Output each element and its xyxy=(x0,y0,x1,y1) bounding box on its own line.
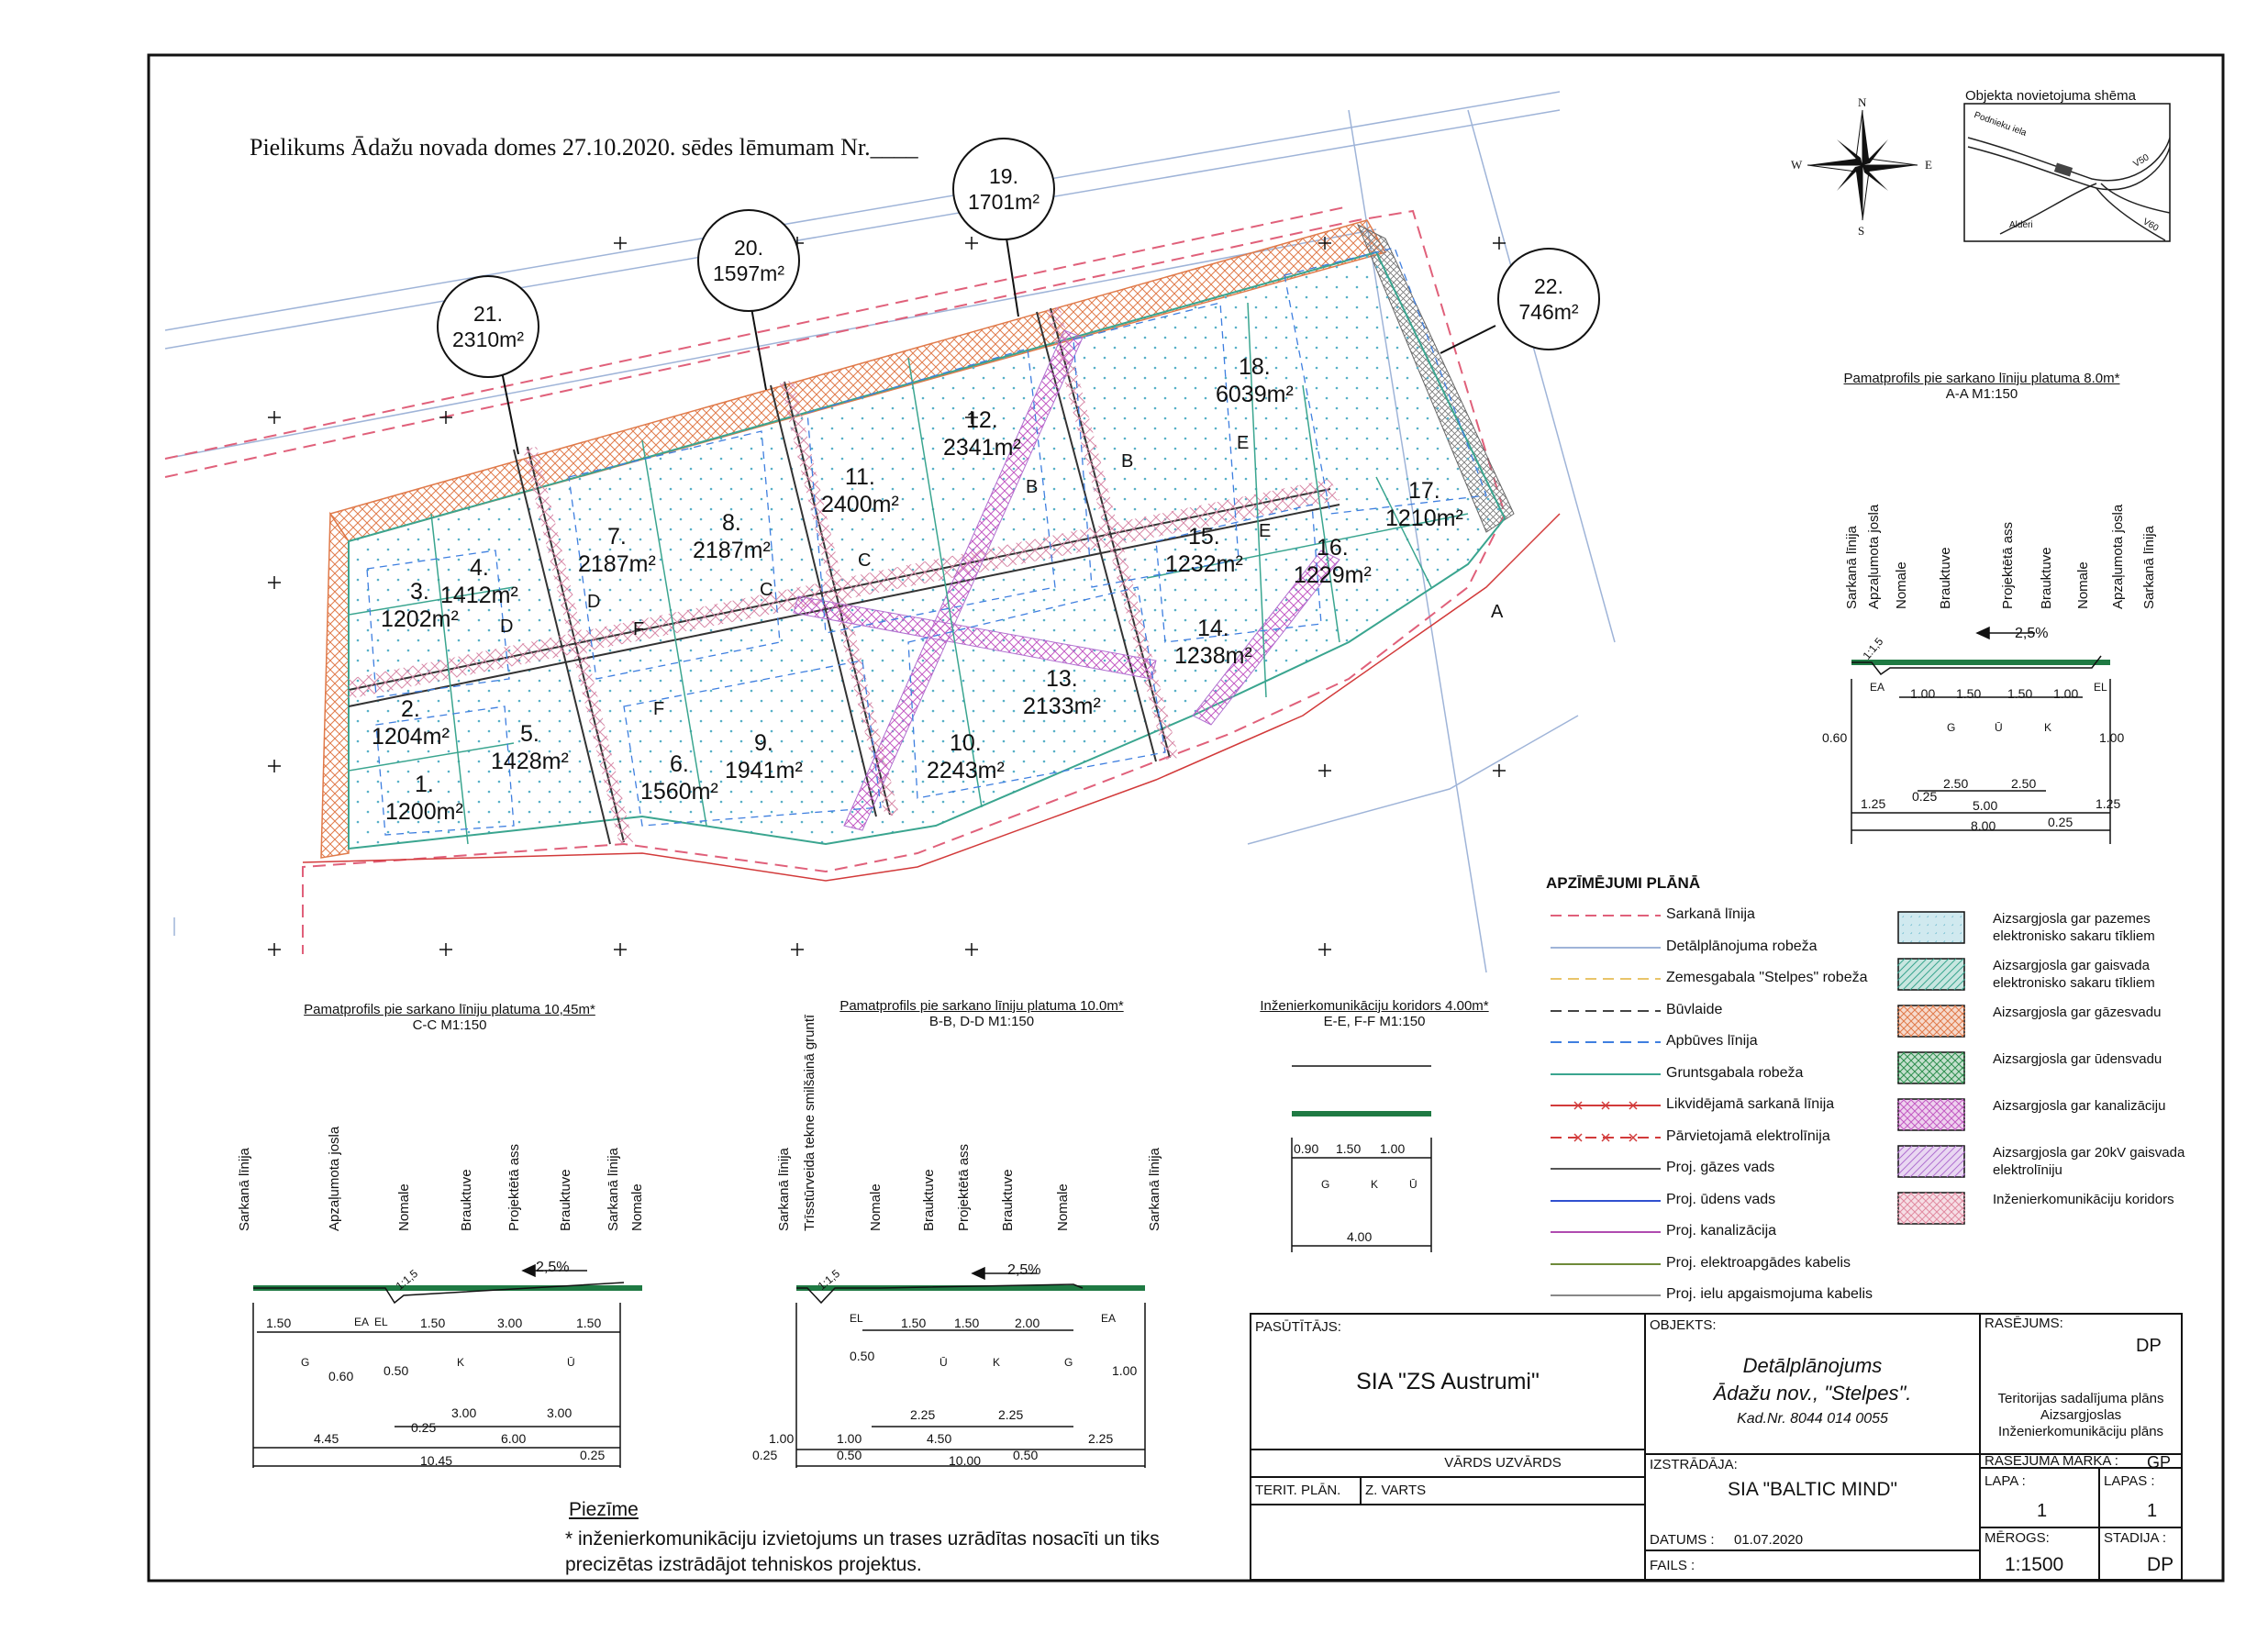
tb-role: TERIT. PLĀN. xyxy=(1255,1483,1341,1498)
legend-zone-label: Aizsargjosla gar pazemes elektronisko sakaru tīkliem xyxy=(1993,911,2155,944)
profile-bb-bank: 1:1,5 xyxy=(815,1267,843,1293)
note-heading: Piezīme xyxy=(569,1499,639,1520)
pole-label: EL xyxy=(374,1316,388,1328)
plot-number: 4. xyxy=(469,555,489,581)
tb-sheet-label: LAPA : xyxy=(1984,1473,2026,1489)
circle-number: 19. xyxy=(989,164,1018,188)
pole-label: EA xyxy=(1101,1312,1117,1325)
tb-stage-label: STADIJA : xyxy=(2104,1530,2167,1546)
legend-line-swatch xyxy=(1551,1223,1661,1241)
dimension-label: 4.45 xyxy=(314,1431,339,1446)
legend-line-swatch xyxy=(1551,1096,1661,1115)
utility-label: Ū xyxy=(939,1356,948,1369)
dimension-label: 10.00 xyxy=(949,1453,982,1468)
legend-zone-swatch xyxy=(1897,1005,1965,1038)
legend-line-swatch xyxy=(1551,1286,1661,1305)
profile-label: Nomale xyxy=(1894,561,1909,609)
header-note: Pielikums Ādažu novada domes 27.10.2020. sēdes lēmumam Nr.____ xyxy=(250,134,918,161)
legend-zone-swatch xyxy=(1897,1192,1965,1225)
dimension-label: 4.50 xyxy=(927,1431,952,1446)
legend-zone-label: Aizsargjosla gar gaisvada elektronisko sakaru tīkliem xyxy=(1993,958,2155,991)
compass-north-label: N xyxy=(1858,95,1867,109)
plot-area: 1204m² xyxy=(372,724,450,750)
dimension-label: 1.00 xyxy=(769,1431,795,1446)
plot-number: 9. xyxy=(753,730,773,756)
utility-label: G xyxy=(1064,1356,1073,1369)
plot-area: 1412m² xyxy=(440,583,518,608)
profile-label: Projektētā ass xyxy=(2000,521,2016,609)
plot-label xyxy=(725,729,803,784)
location-label-alderi: Alderi xyxy=(2009,220,2033,230)
legend-zone-label: Aizsargjosla gar gāzesvadu xyxy=(1993,1005,2162,1020)
plot-label xyxy=(821,463,899,518)
dimension-label: 1.00 xyxy=(2099,730,2125,745)
legend-line-label: Zemesgabala "Stelpes" robeža xyxy=(1666,970,1868,985)
plot-area: 1560m² xyxy=(640,779,718,805)
utility-label: K xyxy=(1371,1178,1379,1191)
tb-object-line1: Detālplānojums xyxy=(1742,1354,1883,1377)
plot-label xyxy=(1385,477,1463,532)
profile-bb-subtitle: B-B, D-D M1:150 xyxy=(928,1014,1035,1029)
profile-label: Apzaļumota josla xyxy=(1866,504,1882,609)
utility-label: G xyxy=(1321,1178,1330,1191)
profile-label: Apzaļumota josla xyxy=(2110,504,2126,609)
dimension-label: 8.00 xyxy=(1971,818,1996,833)
plot-number: 2. xyxy=(400,696,420,722)
pole-label: EA xyxy=(354,1316,370,1328)
profile-label: Sarkanā līnija xyxy=(776,1148,792,1231)
legend-line-swatch xyxy=(1551,1160,1661,1178)
tb-drawing-desc3: Inženierkomunikāciju plāns xyxy=(1997,1424,2164,1439)
utility-label: G xyxy=(1947,721,1956,734)
tb-scale-label: MĒROGS: xyxy=(1984,1530,2050,1546)
dimension-label: 0.50 xyxy=(837,1448,862,1462)
plot-number: 18. xyxy=(1239,354,1271,380)
dimension-label: 4.00 xyxy=(1347,1229,1373,1244)
location-label-podnieku: Podnieku iela xyxy=(1972,110,2029,139)
dimension-label: 1.50 xyxy=(954,1316,980,1330)
plot-area: 1229m² xyxy=(1294,562,1372,588)
dimension-label: 0.90 xyxy=(1294,1141,1319,1156)
profile-label: Nomale xyxy=(1055,1183,1071,1231)
plot-label xyxy=(1023,665,1101,720)
plot-label xyxy=(1216,353,1294,408)
dimension-label: 2.25 xyxy=(1088,1431,1114,1446)
profile-label: Brauktuve xyxy=(1938,547,1953,609)
plot-number: 8. xyxy=(721,510,741,536)
utility-label: K xyxy=(457,1356,465,1369)
plot-area: 2243m² xyxy=(927,758,1005,783)
location-label-v50: V50 xyxy=(2131,152,2151,170)
tb-sheets-label: LAPAS : xyxy=(2104,1473,2155,1489)
profile-aa-title-text: Pamatprofils pie sarkano līniju platuma 8.0m* xyxy=(1843,371,2120,386)
dimension-label: 6.00 xyxy=(501,1431,527,1446)
section-mark: C xyxy=(858,550,872,571)
tb-date-label: DATUMS : xyxy=(1650,1532,1715,1548)
legend-title: APZĪMĒJUMI PLĀNĀ xyxy=(1546,874,1701,892)
dimension-label: 1.50 xyxy=(1336,1141,1362,1156)
dimension-label: 2.50 xyxy=(2011,776,2037,791)
circle-number: 21. xyxy=(473,302,503,326)
dimension-label: 0.50 xyxy=(850,1349,875,1363)
pole-label: EA xyxy=(1870,681,1885,694)
circle-area: 1701m² xyxy=(968,190,1040,214)
plot-area: 1200m² xyxy=(385,799,463,825)
compass-west-label: W xyxy=(1791,158,1803,172)
legend-line-label: Detālplānojuma robeža xyxy=(1666,938,1818,954)
dimension-label: 2.00 xyxy=(1015,1316,1040,1330)
dimension-label: 0.60 xyxy=(328,1369,354,1383)
section-mark: A xyxy=(1491,602,1504,622)
dimension-label: 1.50 xyxy=(1956,686,1982,701)
legend-line-swatch xyxy=(1551,970,1661,988)
tb-drawing-desc2: Aizsargjoslas xyxy=(2040,1407,2122,1423)
plot-area: 1202m² xyxy=(381,606,459,632)
dimension-label: 1.00 xyxy=(1380,1141,1406,1156)
profile-label: Brauktuve xyxy=(921,1169,937,1231)
legend-line-label: Gruntsgabala robeža xyxy=(1666,1064,1804,1081)
legend-zone-label: Aizsargjosla gar kanalizāciju xyxy=(1993,1098,2166,1114)
profile-label: Sarkanā līnija xyxy=(1147,1148,1162,1231)
section-mark: F xyxy=(633,619,645,639)
plot-area: 2400m² xyxy=(821,492,899,517)
legend-line-label: Likvidējamā sarkanā līnija xyxy=(1666,1096,1835,1112)
plot-label xyxy=(1174,615,1252,670)
tb-person: Z. VARTS xyxy=(1365,1483,1427,1498)
compass-south-label: S xyxy=(1858,224,1865,238)
tb-name-header: VĀRDS UZVĀRDS xyxy=(1444,1455,1562,1471)
compass-east-label: E xyxy=(1925,158,1932,172)
dimension-label: 2.50 xyxy=(1943,776,1969,791)
plot-number: 17. xyxy=(1408,478,1440,504)
section-mark: D xyxy=(500,616,514,637)
legend-line-swatch xyxy=(1551,939,1661,957)
profile-label: Apzaļumota josla xyxy=(327,1126,342,1231)
legend-zone-swatch xyxy=(1897,1145,1965,1178)
dimension-label: 0.60 xyxy=(1822,730,1848,745)
profile-label: Projektētā ass xyxy=(956,1143,972,1231)
section-mark: D xyxy=(587,592,601,612)
legend-zone-label: Aizsargjosla gar 20kV gaisvada elektrolīniju xyxy=(1993,1145,2185,1178)
profile-ee-title-text: Inženierkomunikāciju koridors 4.00m* xyxy=(1260,998,1489,1014)
section-mark: E xyxy=(1237,433,1250,453)
profile-label: Nomale xyxy=(629,1183,645,1231)
legend-line-label: Proj. elektroapgādes kabelis xyxy=(1666,1254,1851,1271)
profile-label: Sarkanā līnija xyxy=(606,1148,621,1231)
plot-number: 7. xyxy=(606,524,627,550)
legend-line-swatch xyxy=(1551,1065,1661,1083)
profile-label: Brauktuve xyxy=(1000,1169,1016,1231)
dimension-label: 1.50 xyxy=(420,1316,446,1330)
compass-rose xyxy=(1807,110,1918,220)
plot-label xyxy=(927,729,1005,784)
profile-bb-title-text: Pamatprofils pie sarkano līniju platuma 10.0m* xyxy=(839,998,1124,1014)
profile-ee xyxy=(1292,1066,1431,1252)
plot-number: 16. xyxy=(1317,535,1349,561)
dimension-label: 1.25 xyxy=(2096,796,2121,811)
legend-line-label: Būvlaide xyxy=(1666,1001,1723,1017)
plot-circle xyxy=(952,138,1055,240)
tb-client-label: PASŪTĪTĀJS: xyxy=(1255,1319,1341,1335)
plot-number: 15. xyxy=(1188,524,1220,550)
circle-area: 2310m² xyxy=(452,328,524,351)
profile-cc-title xyxy=(275,1002,624,1033)
profile-label: Nomale xyxy=(396,1183,412,1231)
plot-area: 2187m² xyxy=(693,538,771,563)
circle-number: 20. xyxy=(734,236,763,260)
utility-label: G xyxy=(301,1356,310,1369)
dimension-label: 3.00 xyxy=(547,1405,573,1420)
tb-maker-label: IZSTRĀDĀJA: xyxy=(1650,1457,1738,1472)
legend-line-label: Sarkanā līnija xyxy=(1666,906,1755,922)
profile-label: Projektētā ass xyxy=(506,1143,522,1231)
plot-area: 1232m² xyxy=(1165,551,1243,577)
plot-area: 1428m² xyxy=(491,749,569,774)
plot-area: 1941m² xyxy=(725,758,803,783)
section-mark: B xyxy=(1026,477,1039,497)
plot-circle xyxy=(1497,248,1600,350)
dimension-label: 1.00 xyxy=(1112,1363,1138,1378)
legend-line-swatch xyxy=(1551,1002,1661,1020)
location-scheme-title: Objekta novietojuma shēma xyxy=(1965,88,2136,104)
plot-area: 2341m² xyxy=(943,435,1021,461)
tb-file-label: FAILS : xyxy=(1650,1558,1695,1573)
dimension-label: 0.25 xyxy=(2048,815,2073,829)
dimension-label: 3.00 xyxy=(497,1316,523,1330)
profile-cc-bank: 1:1,5 xyxy=(393,1267,421,1293)
plot-label xyxy=(440,554,518,609)
legend-line-label: Proj. kanalizācija xyxy=(1666,1223,1777,1239)
dimension-label: 0.25 xyxy=(411,1420,437,1435)
utility-label: Ū xyxy=(567,1356,575,1369)
profile-aa-title xyxy=(1826,371,2138,402)
dimension-label: 2.25 xyxy=(998,1407,1024,1422)
plot-number: 14. xyxy=(1197,616,1229,641)
circle-area: 746m² xyxy=(1518,300,1579,324)
dimension-label: 1.50 xyxy=(266,1316,292,1330)
pole-label: EL xyxy=(850,1312,863,1325)
dimension-label: 0.50 xyxy=(384,1363,409,1378)
profile-ee-title xyxy=(1246,998,1503,1029)
plot-label xyxy=(1165,523,1243,578)
legend-zone-label: Aizsargjosla gar ūdensvadu xyxy=(1993,1051,2162,1067)
tb-drawing-code: DP xyxy=(2136,1336,2162,1356)
circle-number: 22. xyxy=(1534,274,1563,298)
note-text: * inženierkomunikāciju izvietojums un trases uzrādītas nosacīti un tiks precizētas izstrādājot tehniskos projektus. xyxy=(565,1528,1160,1575)
legend-zone-swatch xyxy=(1897,1098,1965,1131)
plot-circle xyxy=(437,275,539,378)
legend-line-swatch xyxy=(1551,1033,1661,1051)
plot-area: 6039m² xyxy=(1216,382,1294,407)
dimension-label: 2.25 xyxy=(910,1407,936,1422)
dimension-label: 0.50 xyxy=(1013,1448,1039,1462)
legend-zone-label: Inženierkomunikāciju koridors xyxy=(1993,1192,2174,1207)
pole-label: EL xyxy=(2094,681,2107,694)
tb-drawing-label: RASĒJUMS: xyxy=(1984,1316,2063,1331)
plot-area: 1210m² xyxy=(1385,505,1463,531)
plot-number: 6. xyxy=(669,751,689,777)
tb-scale: 1:1500 xyxy=(2005,1554,2064,1575)
section-mark: E xyxy=(1259,521,1272,541)
section-mark: B xyxy=(1121,451,1134,472)
tb-client: SIA "ZS Austrumi" xyxy=(1356,1369,1540,1394)
profile-cc-slope: 2,5% xyxy=(536,1260,570,1275)
plot-circle xyxy=(697,209,800,312)
dimension-label: 1.00 xyxy=(1910,686,1936,701)
dimension-label: 1.50 xyxy=(576,1316,602,1330)
dimension-label: 5.00 xyxy=(1973,798,1998,813)
dimension-label: 1.00 xyxy=(837,1431,862,1446)
dimension-label: 3.00 xyxy=(451,1405,477,1420)
tb-maker: SIA "BALTIC MIND" xyxy=(1728,1479,1897,1500)
legend-line-swatch xyxy=(1551,906,1661,925)
tb-object-line2: Ādažu nov., "Stelpes". xyxy=(1713,1382,1912,1405)
plot-area: 1238m² xyxy=(1174,643,1252,669)
profile-ee-subtitle: E-E, F-F M1:150 xyxy=(1323,1014,1426,1029)
section-mark: C xyxy=(760,580,773,600)
profile-label: Brauktuve xyxy=(2039,547,2054,609)
legend-line-label: Pārvietojamā elektrolīnija xyxy=(1666,1127,1830,1144)
profile-cc-title-text: Pamatprofils pie sarkano līniju platuma 10,45m* xyxy=(304,1002,595,1017)
profile-cc-subtitle: C-C M1:150 xyxy=(412,1017,487,1033)
profile-label: Sarkanā līnija xyxy=(237,1148,252,1231)
profile-label: Brauktuve xyxy=(558,1169,573,1231)
dimension-label: 1.00 xyxy=(2053,686,2079,701)
plot-number: 11. xyxy=(844,464,875,490)
plot-label xyxy=(943,406,1021,461)
dimension-label: 1.50 xyxy=(901,1316,927,1330)
tb-date: 01.07.2020 xyxy=(1734,1532,1804,1548)
dimension-label: 0.25 xyxy=(580,1448,606,1462)
circle-area: 1597m² xyxy=(713,261,784,285)
plot-label xyxy=(578,523,656,578)
plot-label xyxy=(385,771,463,826)
dimension-label: 0.25 xyxy=(752,1448,778,1462)
dimension-label: 1.50 xyxy=(2007,686,2033,701)
profile-aa-slope: 2,5% xyxy=(2015,626,2049,641)
location-label-v60: V60 xyxy=(2140,217,2161,234)
profile-aa-bank: 1:1,5 xyxy=(1860,635,1886,662)
tb-sheet: 1 xyxy=(2037,1501,2048,1521)
legend-line-swatch xyxy=(1551,1128,1661,1147)
legend-line-label: Proj. gāzes vads xyxy=(1666,1160,1775,1175)
tb-mark: GP xyxy=(2147,1453,2172,1472)
profile-label: Trīsstūrveida tekne smilšainā gruntī xyxy=(802,1014,817,1231)
plot-area: 2133m² xyxy=(1023,694,1101,719)
tb-drawing-desc1: Teritorijas sadalījuma plāns xyxy=(1997,1391,2164,1406)
plot-label xyxy=(372,695,450,750)
plot-number: 3. xyxy=(409,579,429,605)
plot-number: 13. xyxy=(1046,666,1078,692)
tb-sheets: 1 xyxy=(2147,1501,2158,1521)
plot-number: 1. xyxy=(414,772,434,797)
profile-aa-subtitle: A-A M1:150 xyxy=(1945,386,2018,402)
legend-zone-swatch xyxy=(1897,1051,1965,1084)
utility-label: Ū xyxy=(1995,721,2003,734)
tb-mark-label: RASĒJUMA MARKA : xyxy=(1984,1453,2118,1469)
legend-zone-swatch xyxy=(1897,911,1965,944)
plot-label xyxy=(693,509,771,564)
plot-area: 2187m² xyxy=(578,551,656,577)
section-mark: F xyxy=(653,699,665,719)
plot-label xyxy=(640,750,718,805)
tb-object-label: OBJEKTS: xyxy=(1650,1317,1717,1333)
profile-label: Sarkanā līnija xyxy=(2141,526,2157,609)
legend-zone-swatch xyxy=(1897,958,1965,991)
tb-object-line3: Kad.Nr. 8044 014 0055 xyxy=(1737,1411,1888,1427)
legend-line-swatch xyxy=(1551,1192,1661,1210)
profile-label: Brauktuve xyxy=(459,1169,474,1231)
legend-line-label: Apbūves līnija xyxy=(1666,1033,1758,1049)
utility-label: K xyxy=(993,1356,1001,1369)
legend-line-label: Proj. ūdens vads xyxy=(1666,1191,1776,1207)
profile-label: Sarkanā līnija xyxy=(1844,526,1860,609)
profile-cc xyxy=(253,1265,642,1468)
legend-line-label: Proj. ielu apgaismojuma kabelis xyxy=(1666,1286,1873,1302)
tb-stage: DP xyxy=(2147,1554,2174,1575)
dimension-label: 0.25 xyxy=(1912,789,1938,804)
legend-line-swatch xyxy=(1551,1255,1661,1273)
plot-number: 12. xyxy=(966,407,998,433)
dimension-label: 1.25 xyxy=(1861,796,1886,811)
dimension-label: 10.45 xyxy=(420,1453,453,1468)
utility-label: Ū xyxy=(1409,1178,1418,1191)
profile-label: Nomale xyxy=(2075,561,2091,609)
plot-number: 5. xyxy=(519,721,539,747)
plot-number: 10. xyxy=(950,730,982,756)
profile-label: Nomale xyxy=(868,1183,884,1231)
plot-label xyxy=(491,720,569,775)
profile-bb-slope: 2,5% xyxy=(1007,1262,1041,1278)
profile-bb-title xyxy=(807,998,1156,1029)
utility-label: K xyxy=(2044,721,2052,734)
plot-label xyxy=(1294,534,1372,589)
